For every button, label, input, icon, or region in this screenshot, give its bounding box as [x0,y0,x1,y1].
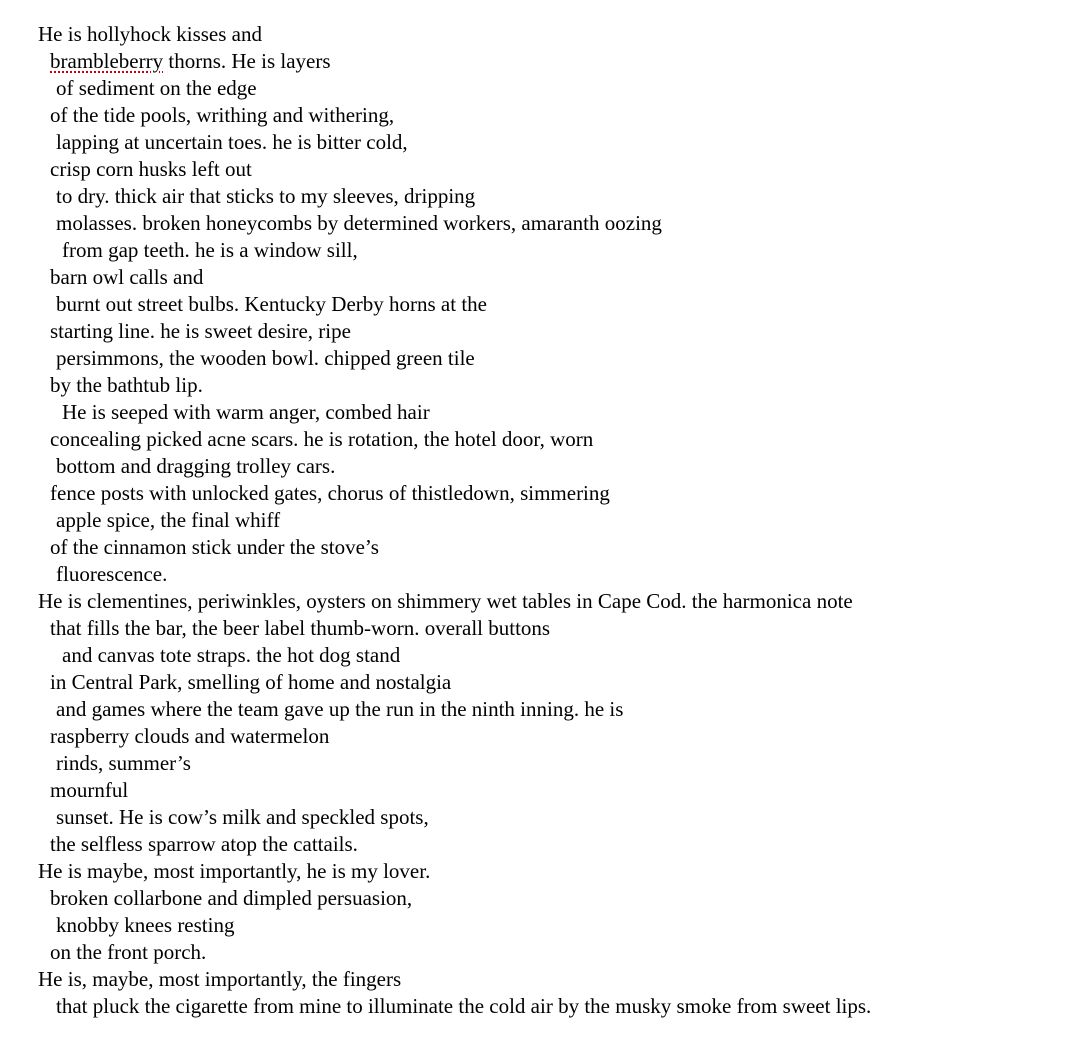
poem-line [0,48,1068,75]
poem-line: of sediment on the edge [56,76,257,100]
poem-line: knobby knees resting [56,913,235,937]
poem-line: and canvas tote straps. the hot dog stand [62,643,401,667]
poem-line: burnt out street bulbs. Kentucky Derby horns at the [56,292,487,316]
poem-line: fence posts with unlocked gates, chorus of thistledown, simmering [50,481,610,505]
poem-line: of the cinnamon stick under the stove’s [50,535,379,559]
poem-line: molasses. broken honeycombs by determined workers, amaranth oozing [56,211,662,235]
poem-line: apple spice, the final whiff [56,508,281,532]
poem-line: fluorescence. [56,562,168,586]
poem-line: bottom and dragging trolley cars. [56,454,336,478]
poem-line: in Central Park, smelling of home and nostalgia [50,670,452,694]
poem-line: by the bathtub lip. [50,373,203,397]
poem-line: to dry. thick air that sticks to my sleeves, dripping [56,184,476,208]
poem-line-text: thorns. He is layers [163,49,331,73]
poem-line: concealing picked acne scars. he is rotation, the hotel door, worn [50,427,594,451]
poem-line: barn owl calls and [50,265,204,289]
poem-line: from gap teeth. he is a window sill, [62,238,358,262]
poem-line: crisp corn husks left out [50,157,252,181]
poem-line: He is seeped with warm anger, combed hair [62,400,430,424]
spellcheck-flagged-word[interactable]: brambleberry [50,49,164,73]
poem-line: sunset. He is cow’s milk and speckled spots, [56,805,429,829]
poem-line: raspberry clouds and watermelon [50,724,330,748]
poem-line: starting line. he is sweet desire, ripe [50,319,351,343]
poem-line: lapping at uncertain toes. he is bitter cold, [56,130,408,154]
poem-line: persimmons, the wooden bowl. chipped green tile [56,346,475,370]
poem-line: He is, maybe, most importantly, the fingers [38,967,402,991]
poem-line: on the front porch. [50,940,207,964]
poem-line: He is maybe, most importantly, he is my lover. [38,859,431,883]
poem-line: rinds, summer’s [56,751,191,775]
poem-line: of the tide pools, writhing and withering, [50,103,395,127]
poem-line: mournful [50,778,129,802]
poem-line: that pluck the cigarette from mine to illuminate the cold air by the musky smoke from sweet lips. [56,994,872,1018]
poem-line: He is hollyhock kisses and [38,22,262,46]
poem-line: the selfless sparrow atop the cattails. [50,832,358,856]
poem-line: that fills the bar, the beer label thumb-worn. overall buttons [50,616,551,640]
poem-line: He is clementines, periwinkles, oysters on shimmery wet tables in Cape Cod. the harmonica note [38,589,853,613]
poem-line: and games where the team gave up the run in the ninth inning. he is [56,697,624,721]
poem-body [0,21,1068,1020]
poem-line: broken collarbone and dimpled persuasion, [50,886,413,910]
